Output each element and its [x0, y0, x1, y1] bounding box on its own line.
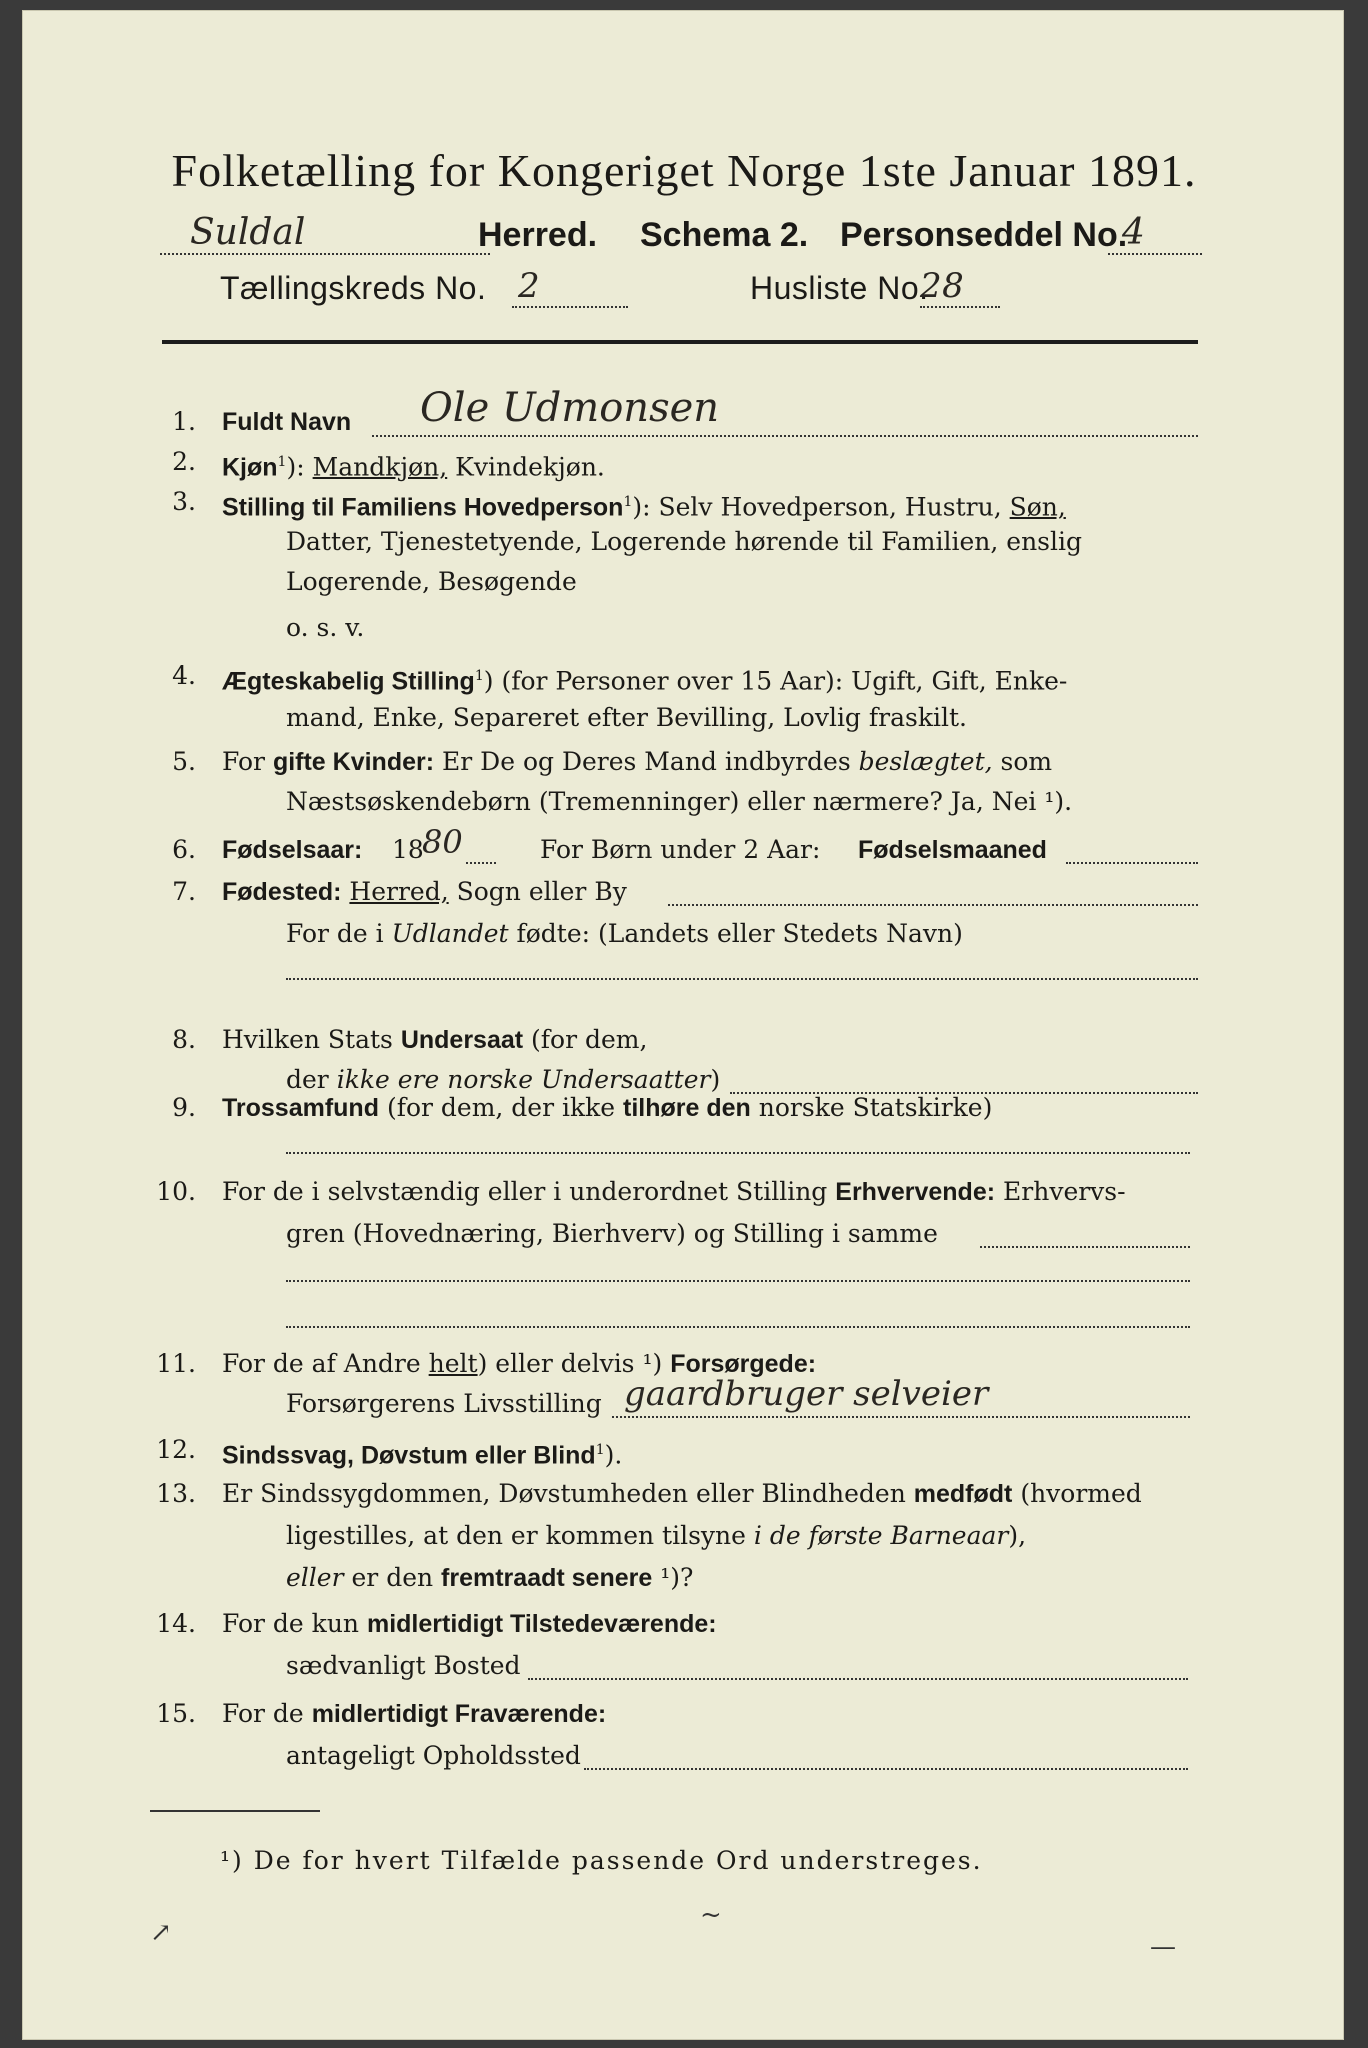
- item-text: o. s. v.: [286, 613, 365, 642]
- item-text-italic: eller: [286, 1563, 344, 1592]
- fill-line: [668, 904, 1198, 906]
- herred-label: Herred.: [478, 216, 598, 254]
- item-text: Forsørgerens Livsstilling: [286, 1389, 602, 1418]
- item-text-italic: i de første Barneaar: [753, 1521, 1009, 1550]
- taellingskreds-label: Tællingskreds No.: [220, 270, 487, 306]
- personseddel-label: Personseddel No.: [840, 216, 1128, 254]
- item-text: Hvilken Stats: [222, 1025, 393, 1054]
- stray-mark: —: [1150, 1932, 1176, 1962]
- year-prefix: 18: [392, 835, 424, 864]
- item-label: Kjøn: [222, 453, 278, 482]
- fill-line: [286, 978, 1198, 980]
- item-label: Fuldt Navn: [222, 408, 352, 436]
- item-text: Næstsøskendebørn (Tremenninger) eller nærmere? Ja, Nei ¹).: [286, 787, 1073, 816]
- item-number: 13.: [156, 1479, 196, 1508]
- item-text: ):: [286, 452, 305, 482]
- item-text: For de kun: [222, 1609, 360, 1638]
- item-text: Er De og Deres Mand indbyrdes: [442, 747, 851, 776]
- item-label: Ægteskabelig Stilling: [222, 667, 475, 696]
- item-text: Sogn eller By: [456, 877, 627, 906]
- footnote-ref: 1: [595, 1442, 605, 1458]
- item-number: 8.: [172, 1025, 196, 1054]
- personseddel-value: 4: [1108, 212, 1202, 255]
- item-text: er den: [351, 1563, 434, 1592]
- item-text: som: [1000, 747, 1053, 776]
- item-label: Fødselsaar:: [222, 836, 363, 864]
- fill-line: [286, 1326, 1190, 1328]
- item-text: mand, Enke, Separeret efter Bevilling, Lovlig fraskilt.: [286, 703, 967, 732]
- item-text: (for dem, der ikke: [386, 1093, 616, 1122]
- fill-line: [980, 1246, 1190, 1248]
- item-text: ),: [1008, 1521, 1027, 1550]
- item-text: gren (Hovednæring, Bierhverv) og Stilling i samme: [286, 1219, 938, 1248]
- item-text: For de i selvstændig eller i underordnet Stilling: [222, 1177, 828, 1206]
- item-text-bold: fremtraadt senere: [441, 1564, 653, 1592]
- footnote-ref: 1: [474, 668, 484, 684]
- item-label: Forsørgede:: [670, 1350, 817, 1378]
- item-text: ligestilles, at den er kommen tilsyne: [286, 1521, 746, 1550]
- item-text: (hvormed: [1020, 1479, 1142, 1508]
- header-rule: [162, 340, 1198, 344]
- item-text: sædvanligt Bosted: [286, 1651, 521, 1680]
- provider-occupation-value: gaardbruger selveier: [624, 1374, 989, 1414]
- item-number: 6.: [172, 835, 196, 864]
- husliste-label: Husliste No.: [750, 270, 929, 306]
- option-helt: helt: [428, 1349, 478, 1378]
- item-number: 9.: [172, 1093, 196, 1122]
- item-text: ): [710, 1065, 721, 1094]
- item-number: 15.: [156, 1699, 196, 1728]
- form-title: Folketælling for Kongeriget Norge 1ste Januar 1891.: [171, 145, 1197, 196]
- item-text: For Børn under 2 Aar:: [540, 835, 821, 864]
- header-row-taellingskreds: [220, 266, 1120, 326]
- item-number: 5.: [172, 747, 196, 776]
- herred-value: Suldal: [160, 212, 490, 255]
- item-text-italic: beslægtet,: [858, 747, 993, 776]
- item-text: ¹)?: [660, 1563, 694, 1592]
- item-text-italic: Udlandet: [391, 919, 509, 948]
- item-label: Stilling til Familiens Hovedperson: [222, 493, 624, 522]
- item-label: Fødselsmaaned: [858, 836, 1047, 864]
- fill-line: [372, 435, 1198, 437]
- item-label: midlertidigt Tilstedeværende:: [366, 1610, 717, 1638]
- fill-line: [528, 1678, 1188, 1680]
- item-number: 7.: [172, 877, 196, 906]
- fill-line: [584, 1768, 1188, 1770]
- footnote: ¹) De for hvert Tilfælde passende Ord understreges.: [220, 1846, 983, 1875]
- husliste-value: 28: [920, 266, 1000, 308]
- item-text: (for dem,: [531, 1025, 648, 1054]
- header-row-herred: [160, 212, 1200, 272]
- stray-mark: ~: [700, 1900, 722, 1930]
- stray-mark: ↗: [150, 1918, 172, 1948]
- item-number: 14.: [156, 1609, 196, 1638]
- footnote-ref: 1: [277, 454, 287, 470]
- item-text: fødte: (Landets eller Stedets Navn): [516, 919, 963, 948]
- item-text: ).: [604, 1440, 623, 1470]
- item-text: Erhvervs-: [1003, 1177, 1126, 1206]
- fill-line: [1066, 862, 1198, 864]
- item-text: For de i: [286, 919, 384, 948]
- item-number: 3.: [172, 487, 196, 516]
- item-text: Logerende, Besøgende: [286, 567, 577, 596]
- taellingskreds-value: 2: [512, 266, 628, 308]
- item-label: midlertidigt Fraværende:: [311, 1700, 607, 1728]
- item-text-italic: ikke ere norske Undersaatter: [336, 1065, 711, 1094]
- birth-year-value: 80: [422, 823, 463, 861]
- item-number: 10.: [156, 1177, 196, 1206]
- footnote-rule: [150, 1810, 320, 1812]
- item-label: medfødt: [913, 1480, 1013, 1508]
- item-label: Undersaat: [400, 1026, 524, 1054]
- option-mandkjon: Mandkjøn,: [312, 452, 448, 482]
- item-number: 1.: [172, 407, 196, 436]
- item-text: ) (for Personer over 15 Aar): Ugift, Gift, Enke-: [483, 666, 1068, 696]
- fill-line: [466, 862, 496, 864]
- item-text: For de af Andre: [222, 1349, 421, 1378]
- item-number: 12.: [156, 1435, 196, 1464]
- footnote-ref: 1: [623, 494, 633, 510]
- item-text: antageligt Opholdssted: [286, 1741, 581, 1770]
- item-text: Er Sindssygdommen, Døvstumheden eller Blindheden: [222, 1479, 906, 1508]
- item-text: ): Selv Hovedperson, Hustru,: [632, 492, 1002, 522]
- option-kvindekjon: Kvindekjøn.: [455, 452, 605, 482]
- fill-line: [286, 1152, 1190, 1154]
- item-text: der: [286, 1065, 329, 1094]
- item-text: norske Statskirke): [758, 1093, 993, 1122]
- fill-line: [286, 1280, 1190, 1282]
- item-label: Sindssvag, Døvstum eller Blind: [222, 1441, 596, 1470]
- item-text: Datter, Tjenestetyende, Logerende hørende til Familien, enslig: [286, 527, 1083, 556]
- schema-label: Schema 2.: [640, 216, 809, 254]
- item-text: For de: [222, 1699, 304, 1728]
- item-text: ) eller delvis ¹): [477, 1349, 663, 1378]
- item-number: 4.: [172, 661, 196, 690]
- item-number: 11.: [156, 1349, 196, 1378]
- item-text-bold: tilhøre den: [623, 1094, 751, 1122]
- full-name-value: Ole Udmonsen: [420, 385, 720, 431]
- item-text: For: [222, 747, 265, 776]
- fill-line: [612, 1416, 1190, 1418]
- item-label: Erhvervende:: [835, 1178, 996, 1206]
- item-label: Fødested:: [222, 878, 342, 906]
- item-label: Trossamfund: [222, 1094, 379, 1122]
- option-herred: Herred,: [349, 877, 449, 906]
- item-label: gifte Kvinder:: [272, 748, 435, 776]
- item-number: 2.: [172, 447, 196, 476]
- option-son: Søn,: [1009, 492, 1066, 522]
